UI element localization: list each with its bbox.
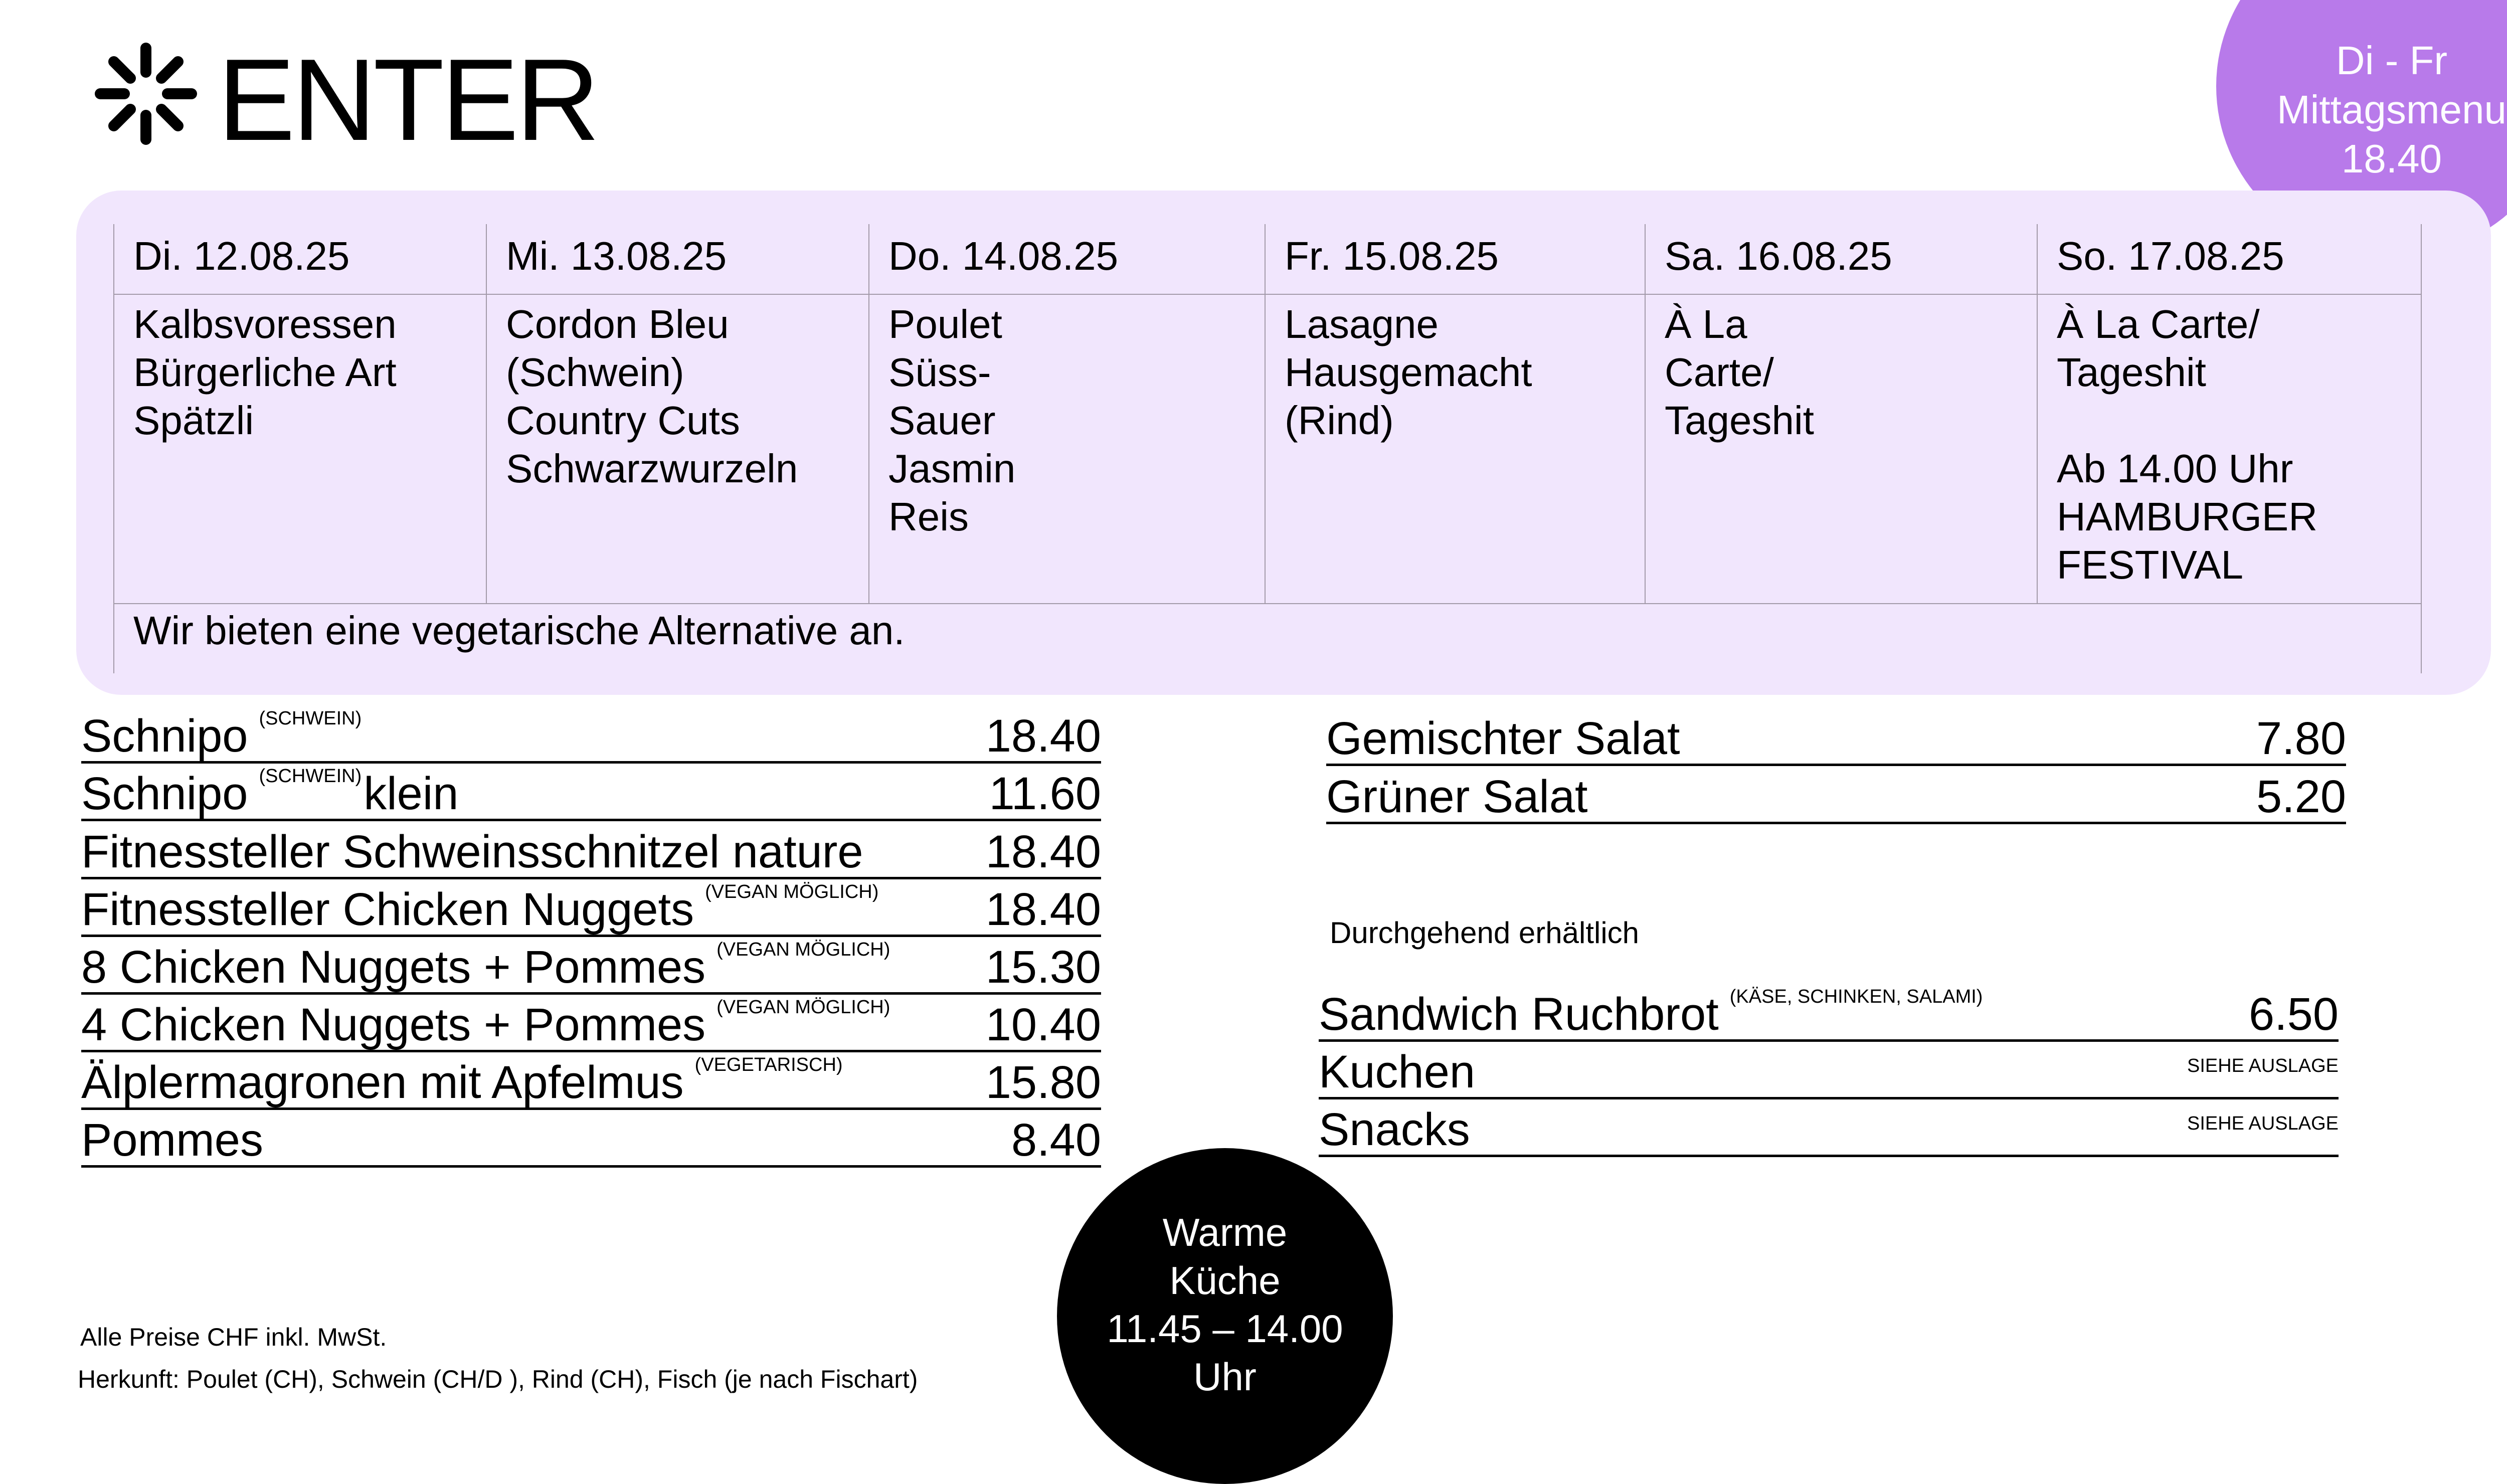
day-label: So. 17.08.25 — [2057, 234, 2284, 278]
day-dish: Poulet Süss-Sauer Jasmin Reis — [888, 302, 1016, 539]
lunch-badge-days: Di - Fr — [2336, 38, 2448, 83]
grid-divider — [2421, 224, 2422, 673]
item-price: 5.20 — [2256, 771, 2346, 822]
item-note: SIEHE AUSLAGE — [2187, 1113, 2339, 1134]
grid-divider — [868, 224, 869, 604]
item-price: 18.40 — [985, 826, 1101, 877]
kitchen-hours: 11.45 – 14.00 — [1107, 1307, 1343, 1351]
item-name: Pommes — [81, 1115, 263, 1166]
lunch-badge-title: Mittagsmenu — [2277, 87, 2506, 132]
item-price: 11.60 — [989, 768, 1101, 819]
day-label: Mi. 13.08.25 — [506, 234, 727, 278]
origin-note: Herkunft: Poulet (CH), Schwein (CH/D ), Rind (CH), Fisch (je nach Fischart) — [78, 1365, 918, 1393]
vegetarian-note: Wir bieten eine vegetarische Alternative an. — [133, 608, 905, 653]
salad-item — [1326, 766, 2346, 824]
item-tag: (SCHWEIN) — [259, 708, 362, 729]
prices-note: Alle Preise CHF inkl. MwSt. — [80, 1323, 387, 1351]
item-price: 18.40 — [985, 710, 1101, 762]
day-dish: À La Carte/ Tageshit Ab 14.00 Uhr HAMBURGER FESTIVAL — [2057, 302, 2318, 587]
item-name: Sandwich Ruchbrot — [1319, 989, 1719, 1040]
all-day-item — [1319, 1099, 2339, 1157]
kitchen-badge-line: Warme — [1162, 1210, 1288, 1254]
item-note: SIEHE AUSLAGE — [2187, 1055, 2339, 1076]
menu-item — [81, 821, 1101, 879]
day-label: Di. 12.08.25 — [133, 234, 350, 278]
menu-item — [81, 879, 1101, 937]
day-dish: Cordon Bleu (Schwein) Country Cuts Schwarzwurzeln — [506, 302, 798, 491]
grid-divider — [486, 224, 487, 604]
day-label: Do. 14.08.25 — [888, 234, 1119, 278]
item-tag: (KÄSE, SCHINKEN, SALAMI) — [1729, 986, 1983, 1007]
item-name: Fitnessteller Chicken Nuggets — [81, 884, 694, 935]
item-tag: (VEGAN MÖGLICH) — [717, 939, 890, 960]
item-price: 15.30 — [985, 942, 1101, 993]
item-price: 10.40 — [985, 999, 1101, 1050]
item-price: 15.80 — [985, 1057, 1101, 1108]
item-name: 4 Chicken Nuggets + Pommes — [81, 999, 706, 1050]
grid-divider — [1645, 224, 1646, 604]
day-dish: À La Carte/ Tageshit — [1665, 302, 1814, 443]
day-dish: Lasagne Hausgemacht (Rind) — [1285, 302, 1532, 443]
salad-item — [1326, 708, 2346, 766]
item-name: Gemischter Salat — [1326, 713, 1680, 764]
item-price: 18.40 — [985, 884, 1101, 935]
item-name: Kuchen — [1319, 1046, 1476, 1097]
item-tag: (SCHWEIN) — [259, 766, 362, 787]
menu-item — [81, 763, 1101, 821]
kitchen-badge-line: Küche — [1169, 1258, 1281, 1303]
kitchen-badge-line: Uhr — [1193, 1355, 1257, 1399]
sparkle-burst-icon — [93, 41, 199, 146]
item-name: Snacks — [1319, 1104, 1470, 1155]
item-tag: (VEGETARISCH) — [694, 1054, 843, 1075]
grid-divider — [113, 294, 2422, 295]
menu-item — [81, 1109, 1101, 1168]
item-name: Grüner Salat — [1326, 771, 1588, 822]
day-label: Fr. 15.08.25 — [1285, 234, 1499, 278]
menu-item — [81, 1052, 1101, 1110]
brand-name: ENTER — [218, 35, 597, 165]
item-price: 6.50 — [2248, 989, 2339, 1040]
item-name: 8 Chicken Nuggets + Pommes — [81, 942, 706, 993]
item-name: Schnipo — [81, 710, 248, 762]
item-name: Älplermagronen mit Apfelmus — [81, 1057, 684, 1108]
item-tag: (VEGAN MÖGLICH) — [717, 997, 890, 1018]
item-price: 8.40 — [1011, 1115, 1101, 1166]
item-suffix: klein — [364, 768, 459, 819]
grid-divider — [1265, 224, 1266, 604]
grid-divider — [113, 224, 114, 673]
menu-item — [81, 705, 1101, 764]
lunch-badge-price: 18.40 — [2341, 136, 2442, 181]
item-tag: (VEGAN MÖGLICH) — [705, 881, 879, 902]
weekly-menu-grid — [113, 224, 2422, 673]
all-day-item — [1319, 1041, 2339, 1099]
day-label: Sa. 16.08.25 — [1665, 234, 1892, 278]
kitchen-hours-badge — [1057, 1148, 1393, 1484]
grid-divider — [2037, 224, 2038, 604]
menu-item — [81, 937, 1101, 995]
item-name: Schnipo — [81, 768, 248, 819]
grid-divider — [113, 603, 2422, 604]
all-day-label: Durchgehend erhältlich — [1330, 916, 1640, 950]
menu-item — [81, 994, 1101, 1052]
all-day-item — [1319, 984, 2339, 1042]
day-dish: Kalbsvoressen Bürgerliche Art Spätzli — [133, 302, 397, 443]
item-price: 7.80 — [2256, 713, 2346, 764]
item-name: Fitnessteller Schweinsschnitzel nature — [81, 826, 863, 877]
